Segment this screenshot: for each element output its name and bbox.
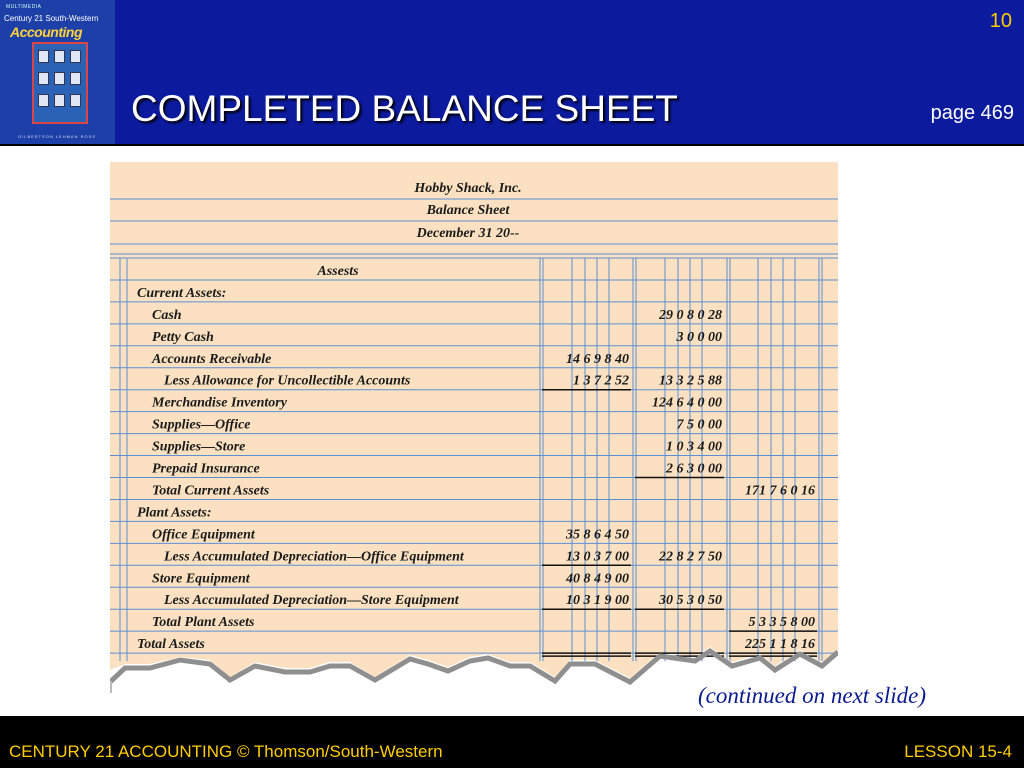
footer-lesson: LESSON 15-4 [904,742,1012,761]
amount-value: 22 8 2 7 50 [659,549,722,565]
amount-value: 2 6 3 0 00 [666,461,722,477]
amount-value: 3 0 0 00 [676,329,722,345]
cover-publisher-text: MULTIMEDIA [6,4,42,10]
cover-building-illustration [32,42,88,124]
cover-brand: Century 21 South-Western [4,14,99,23]
statement-name: Balance Sheet [426,203,510,218]
slide-header [0,0,1024,146]
account-label: Store Equipment [152,571,250,587]
statement-date: December 31 20-- [416,226,520,241]
section-heading-assets: Assests [317,263,359,279]
account-label: Less Allowance for Uncollectible Accounts [164,373,411,389]
slide-number: 10 [989,10,1012,32]
textbook-cover-image [0,0,115,144]
account-label: Less Accumulated Depreciation—Store Equipment [164,593,459,609]
cover-authors: GILBERTSON LEHMAN ROSS [18,134,96,139]
amount-value: 14 6 9 8 40 [566,351,629,367]
account-label: Cash [152,307,182,323]
amount-value: 5 3 3 5 8 00 [748,615,815,631]
account-label: Total Plant Assets [152,615,255,631]
amount-value: 171 7 6 0 16 [745,483,815,499]
page-reference: page 469 [930,102,1014,124]
company-name: Hobby Shack, Inc. [414,181,522,196]
account-label: Supplies—Office [152,417,251,433]
amount-value: 1 3 7 2 52 [573,373,629,389]
amount-value: 13 0 3 7 00 [566,549,629,565]
account-label: Prepaid Insurance [152,461,260,477]
continued-note: (continued on next slide) [698,683,927,708]
slide-title: COMPLETED BALANCE SHEET [131,88,678,129]
account-label: Office Equipment [152,527,255,543]
amount-value: 7 5 0 00 [676,417,722,433]
slide-footer [0,716,1024,768]
account-label: Supplies—Store [152,439,246,455]
account-label: Petty Cash [152,329,214,345]
cover-title: Accounting [10,24,82,40]
account-label: Merchandise Inventory [152,395,287,411]
amount-value: 1 0 3 4 00 [666,439,722,455]
account-label: Accounts Receivable [152,351,272,367]
account-label: Current Assets: [137,285,227,301]
balance-sheet-form [110,162,838,694]
amount-value: 29 0 8 0 28 [659,307,722,323]
amount-value: 35 8 6 4 50 [566,527,629,543]
amount-value: 124 6 4 0 00 [652,395,722,411]
account-label: Plant Assets: [137,505,212,521]
account-label: Total Assets [137,637,205,653]
amount-value: 40 8 4 9 00 [566,571,629,587]
footer-copyright: CENTURY 21 ACCOUNTING © Thomson/South-Western [9,742,443,761]
account-label: Less Accumulated Depreciation—Office Equipment [164,549,464,565]
amount-value: 10 3 1 9 00 [566,593,629,609]
amount-value: 225 1 1 8 16 [745,637,815,653]
amount-value: 30 5 3 0 50 [659,593,722,609]
account-label: Total Current Assets [152,483,270,499]
amount-value: 13 3 2 5 88 [659,373,722,389]
paper-edge-mark [110,681,112,693]
